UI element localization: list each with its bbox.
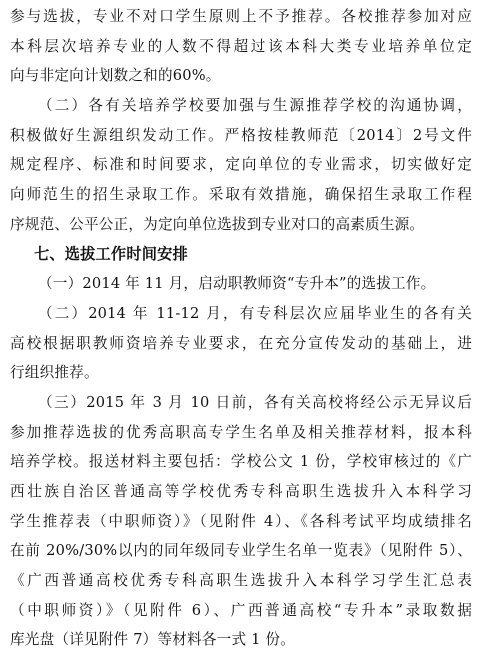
paragraph-line: 高校根据职教师资培养专业要求，在充分宣传发动的基础上，进: [10, 334, 472, 352]
paragraph-line: 学生推荐表（中职师资）》（见附件 4）、《各科考试平均成绩排名: [10, 512, 472, 530]
paragraph-line: 规定程序、标准和时间要求，定向单位的专业需求，切实做好定: [10, 156, 472, 174]
paragraph-line: （一）2014 年 11 月，启动职教师资“专升本”的选拔工作。: [38, 275, 436, 293]
paragraph-line: 参与选拔，专业不对口学生原则上不予推荐。各校推荐参加对应: [10, 8, 472, 25]
paragraph-line: 积极做好生源组织发动工作。严格按桂教师范〔2014〕2号文件: [10, 126, 472, 144]
paragraph-line: 参加推荐选拔的优秀高职高专学生名单及相关推荐材料，报本科: [10, 423, 472, 441]
paragraph-line: 向师范生的招生录取工作。采取有效措施，确保招生录取工作程: [10, 186, 472, 204]
paragraph-line: （三）2015 年 3 月 10 日前，各有关高校将经公示无异议后: [38, 393, 472, 411]
section-heading: 七、选拔工作时间安排: [34, 244, 188, 263]
paragraph-line: 库光盘（详见附件 7）等材料各一式 1 份。: [10, 631, 295, 649]
document-page: [10, 2, 472, 655]
paragraph-line: 本科层次培养专业的人数不得超过该本科大类专业培养单位定: [10, 37, 472, 55]
paragraph-line: （中职师资）》（见附件 6）、广西普通高校“专升本”录取数据: [10, 601, 472, 619]
paragraph-line: 西壮族自治区普通高等学校优秀专科高职生选拔升入本科学习: [10, 483, 472, 500]
paragraph-line: 在前 20%/30%以内的同年级同专业学生名单一览表》（见附件 5）、: [10, 542, 472, 560]
paragraph-line: （二）各有关培养学校要加强与生源推荐学校的沟通协调，: [38, 97, 472, 115]
paragraph-line: 行组织推荐。: [10, 364, 99, 382]
paragraph-line: 培养学校。报送材料主要包括：学校公文 1 份，学校审核过的《广: [10, 453, 472, 471]
paragraph-line: 《广西普通高校优秀专科高职生选拔升入本科学习学生汇总表: [10, 572, 472, 590]
paragraph-line: 序规范、公平公正，为定向单位选拔到专业对口的高素质生源。: [10, 215, 425, 233]
paragraph-line: （二）2014 年 11-12 月，有专科层次应届毕业生的各有关: [38, 304, 472, 322]
paragraph-line: 向与非定向计划数之和的60%。: [10, 67, 221, 85]
